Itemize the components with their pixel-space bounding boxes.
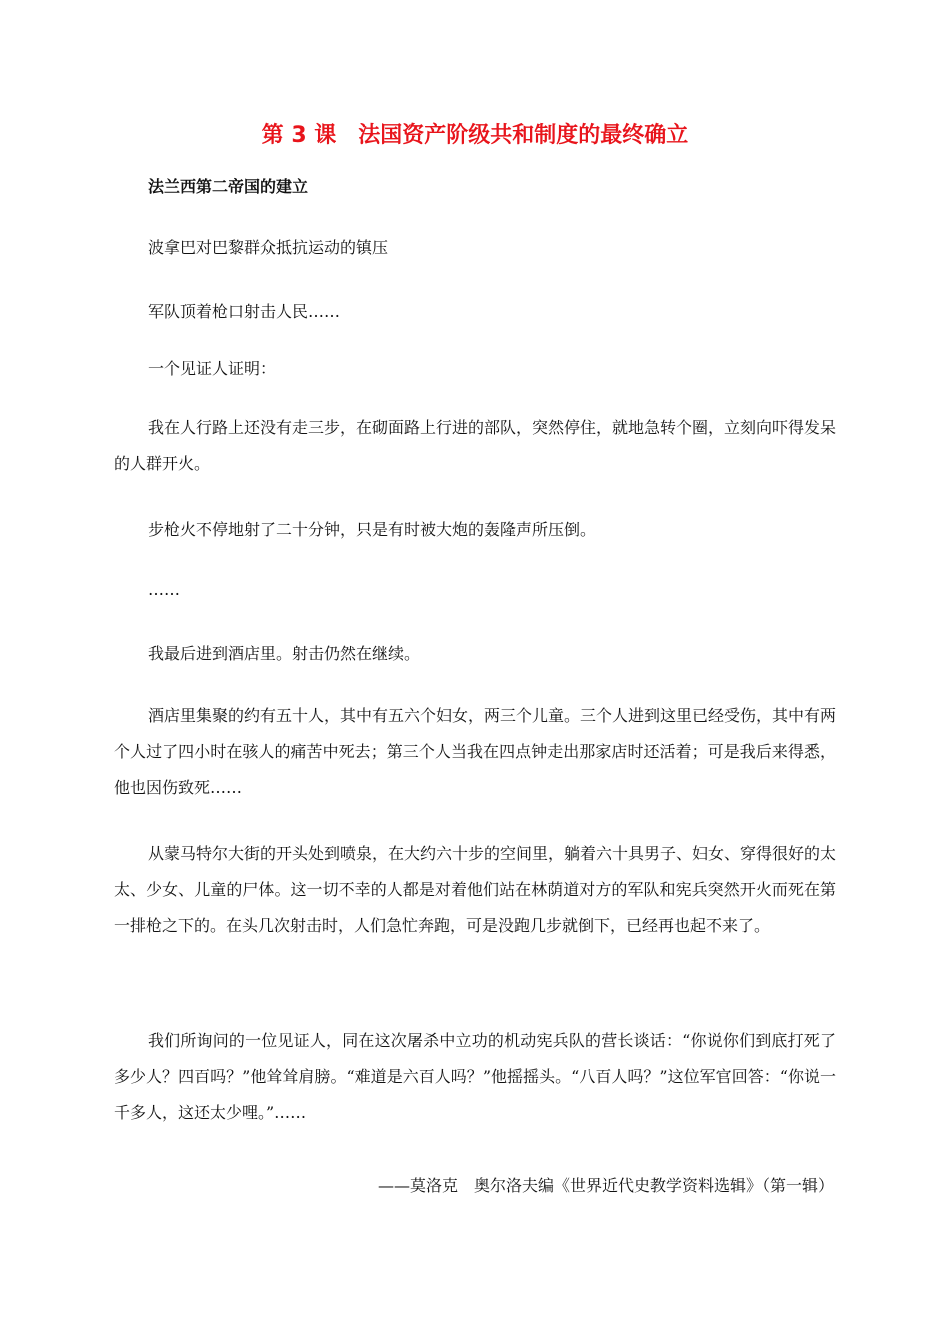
source-citation: ——莫洛克 奥尔洛夫编《世界近代史教学资料选辑》（第一辑）	[377, 1176, 834, 1195]
paragraph-interview: 我们所询问的一位见证人，同在这次屠杀中立功的机动宪兵队的营长谈话：“你说你们到底打死了多少人？四百吗？”他耸耸肩膀。“难道是六百人吗？”他摇摇头。“八百人吗？”这位军官回答：“你说一千多人，这还太少哩。”……	[114, 1031, 836, 1122]
paragraph-tavern-entry: 我最后进到酒店里。射击仍然在继续。	[148, 644, 421, 663]
page-title: 第 3 课 法国资产阶级共和制度的最终确立	[261, 123, 689, 148]
paragraph-tavern-people: 酒店里集聚的约有五十人，其中有五六个妇女，两三个儿童。三个人进到这里已经受伤，其中有两个人过了四小时在骇人的痛苦中死去；第三个人当我在四点钟走出那家店时还活着；可是我后来得悉，他也因伤致死……	[114, 706, 837, 797]
paragraph-witness-intro: 一个见证人证明：	[148, 359, 277, 378]
paragraph-witness-account: 我在人行路上还没有走三步，在砌面路上行进的部队，突然停住，就地急转个圈，立刻向吓得发呆的人群开火。	[114, 418, 837, 473]
paragraph-army-shooting: 军队顶着枪口射击人民……	[148, 302, 341, 321]
section-heading: 法兰西第二帝国的建立	[148, 177, 309, 196]
paragraph-rifle-fire: 步枪火不停地射了二十分钟，只是有时被大炮的轰隆声所压倒。	[148, 520, 597, 539]
paragraph-montmartre: 从蒙马特尔大街的开头处到喷泉，在大约六十步的空间里，躺着六十具男子、妇女、穿得很好的太太、少女、儿童的尸体。这一切不幸的人都是对着他们站在林荫道对方的军队和宪兵突然开火而死在第一排枪之下的。在头几次射击时，人们急忙奔跑，可是没跑几步就倒下，已经再也起不来了。	[114, 844, 837, 935]
paragraph-ellipsis: ……	[148, 580, 180, 599]
paragraph-suppression: 波拿巴对巴黎群众抵抗运动的镇压	[148, 238, 389, 257]
